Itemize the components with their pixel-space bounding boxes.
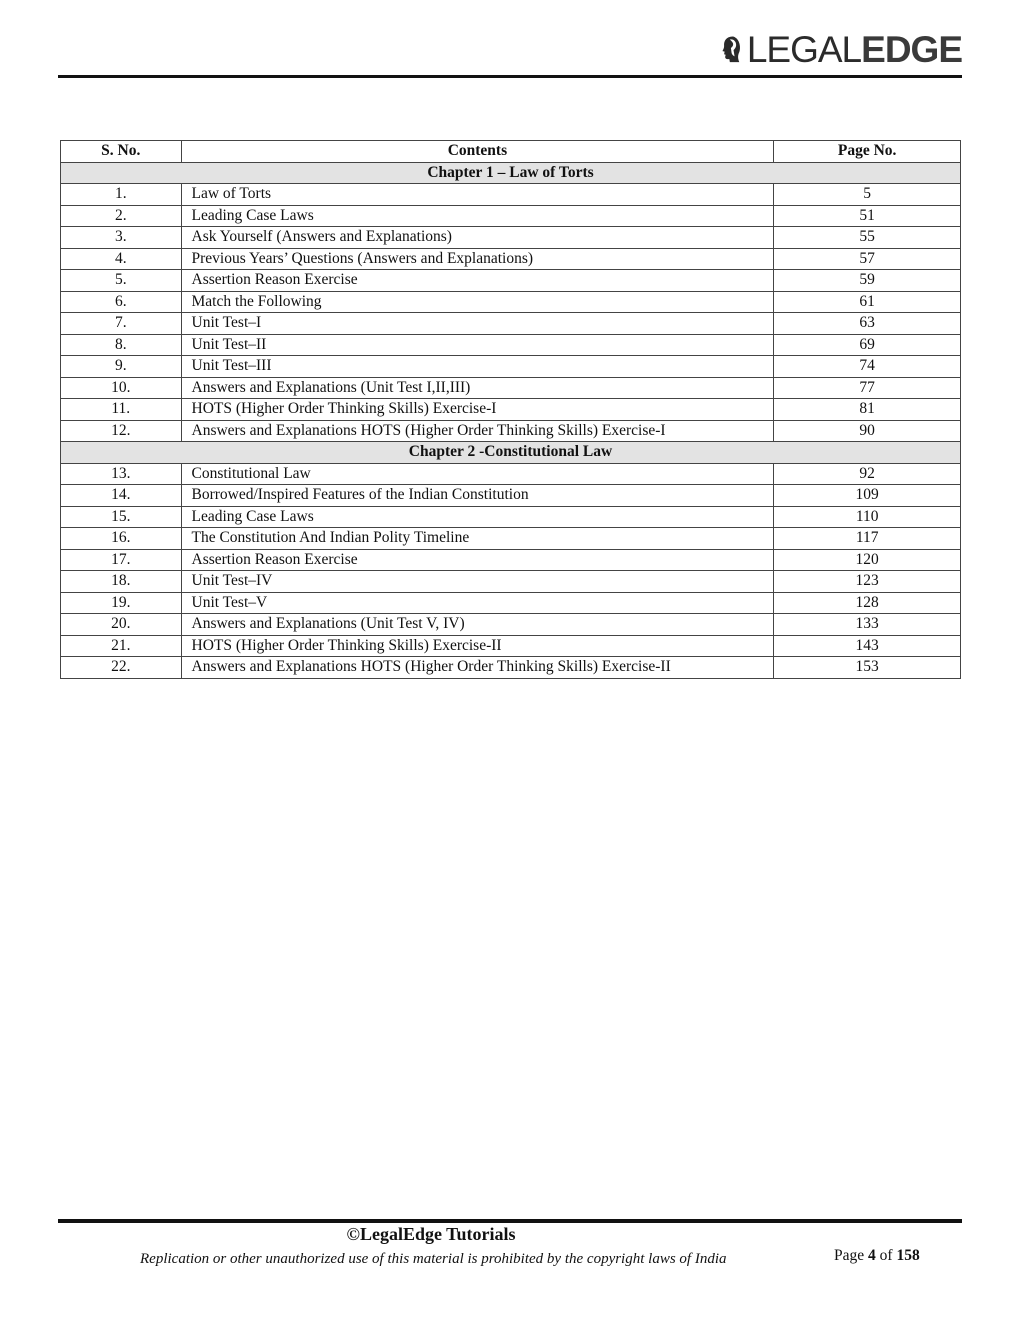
row-content: Unit Test–I — [181, 313, 774, 335]
row-content: Answers and Explanations HOTS (Higher Order Thinking Skills) Exercise-I — [181, 420, 774, 442]
table-row — [61, 313, 961, 335]
row-content: Answers and Explanations HOTS (Higher Order Thinking Skills) Exercise-II — [181, 657, 774, 679]
footer-title: ©LegalEdge Tutorials — [346, 1224, 516, 1244]
page-prefix: Page — [834, 1247, 869, 1264]
row-content: HOTS (Higher Order Thinking Skills) Exercise-I — [181, 399, 774, 421]
table-row — [61, 549, 961, 571]
page-number — [834, 1247, 920, 1265]
table-row — [61, 657, 961, 679]
table-row — [61, 528, 961, 550]
row-page: 55 — [774, 227, 961, 249]
table-row — [61, 614, 961, 636]
row-sno: 6. — [61, 291, 182, 313]
table-row — [61, 506, 961, 528]
row-sno: 20. — [61, 614, 182, 636]
profile-head-icon — [722, 23, 741, 75]
logo-text-bold: EDGE — [861, 28, 962, 70]
row-sno: 3. — [61, 227, 182, 249]
row-page: 143 — [774, 635, 961, 657]
logo-text-light: LEGAL — [746, 28, 862, 70]
row-page: 59 — [774, 270, 961, 292]
row-page: 51 — [774, 205, 961, 227]
chapter-row — [61, 162, 961, 184]
table-row — [61, 592, 961, 614]
row-content: Assertion Reason Exercise — [181, 270, 774, 292]
table-row — [61, 463, 961, 485]
table-row — [61, 227, 961, 249]
row-page: 74 — [774, 356, 961, 378]
contents-table — [60, 140, 961, 679]
chapter-row — [61, 442, 961, 464]
table-row — [61, 635, 961, 657]
row-sno: 9. — [61, 356, 182, 378]
row-sno: 5. — [61, 270, 182, 292]
row-content: Previous Years’ Questions (Answers and Explanations) — [181, 248, 774, 270]
row-content: Answers and Explanations (Unit Test I,II,III) — [181, 377, 774, 399]
row-page: 81 — [774, 399, 961, 421]
row-sno: 11. — [61, 399, 182, 421]
row-page: 133 — [774, 614, 961, 636]
row-page: 61 — [774, 291, 961, 313]
row-sno: 15. — [61, 506, 182, 528]
row-page: 128 — [774, 592, 961, 614]
row-page: 90 — [774, 420, 961, 442]
table-row — [61, 399, 961, 421]
row-content: Borrowed/Inspired Features of the Indian Constitution — [181, 485, 774, 507]
row-sno: 22. — [61, 657, 182, 679]
row-sno: 18. — [61, 571, 182, 593]
table-row — [61, 334, 961, 356]
row-sno: 1. — [61, 184, 182, 206]
row-page: 77 — [774, 377, 961, 399]
row-page: 120 — [774, 549, 961, 571]
row-sno: 17. — [61, 549, 182, 571]
table-row — [61, 356, 961, 378]
row-sno: 21. — [61, 635, 182, 657]
row-sno: 16. — [61, 528, 182, 550]
row-page: 57 — [774, 248, 961, 270]
table-row — [61, 291, 961, 313]
row-content: Unit Test–II — [181, 334, 774, 356]
row-content: HOTS (Higher Order Thinking Skills) Exercise-II — [181, 635, 774, 657]
table-row — [61, 248, 961, 270]
row-sno: 8. — [61, 334, 182, 356]
row-sno: 14. — [61, 485, 182, 507]
table-row — [61, 571, 961, 593]
table-row — [61, 485, 961, 507]
row-content: Leading Case Laws — [181, 506, 774, 528]
row-content: Match the Following — [181, 291, 774, 313]
row-page: 109 — [774, 485, 961, 507]
logo-wordmark — [746, 28, 962, 70]
row-sno: 13. — [61, 463, 182, 485]
row-content: Unit Test–III — [181, 356, 774, 378]
legaledge-logo — [722, 22, 962, 76]
copyright-note: Replication or other unauthorized use of this material is prohibited by the copyright laws of India — [140, 1251, 727, 1267]
row-sno: 12. — [61, 420, 182, 442]
row-page: 117 — [774, 528, 961, 550]
table-row — [61, 420, 961, 442]
row-content: Constitutional Law — [181, 463, 774, 485]
row-page: 153 — [774, 657, 961, 679]
row-page: 110 — [774, 506, 961, 528]
chapter-title: Chapter 2 -Constitutional Law — [61, 442, 961, 464]
row-content: The Constitution And Indian Polity Timeline — [181, 528, 774, 550]
row-page: 5 — [774, 184, 961, 206]
header-rule — [58, 75, 962, 78]
row-sno: 2. — [61, 205, 182, 227]
row-page: 63 — [774, 313, 961, 335]
row-content: Law of Torts — [181, 184, 774, 206]
row-page: 92 — [774, 463, 961, 485]
header-sno: S. No. — [61, 141, 182, 163]
row-content: Ask Yourself (Answers and Explanations) — [181, 227, 774, 249]
row-content: Unit Test–V — [181, 592, 774, 614]
row-sno: 19. — [61, 592, 182, 614]
row-sno: 4. — [61, 248, 182, 270]
row-sno: 10. — [61, 377, 182, 399]
row-page: 69 — [774, 334, 961, 356]
row-sno: 7. — [61, 313, 182, 335]
page-total: 158 — [896, 1247, 920, 1264]
header-page: Page No. — [774, 141, 961, 163]
table-row — [61, 270, 961, 292]
row-content: Leading Case Laws — [181, 205, 774, 227]
table-header-row — [61, 141, 961, 163]
table-row — [61, 377, 961, 399]
row-page: 123 — [774, 571, 961, 593]
row-content: Unit Test–IV — [181, 571, 774, 593]
footer-rule — [58, 1219, 962, 1223]
chapter-title: Chapter 1 – Law of Torts — [61, 162, 961, 184]
table-row — [61, 205, 961, 227]
row-content: Answers and Explanations (Unit Test V, IV) — [181, 614, 774, 636]
table-body — [61, 162, 961, 678]
header-contents: Contents — [181, 141, 774, 163]
page-current: 4 — [868, 1247, 876, 1264]
table-row — [61, 184, 961, 206]
row-content: Assertion Reason Exercise — [181, 549, 774, 571]
page-of: of — [875, 1247, 897, 1264]
